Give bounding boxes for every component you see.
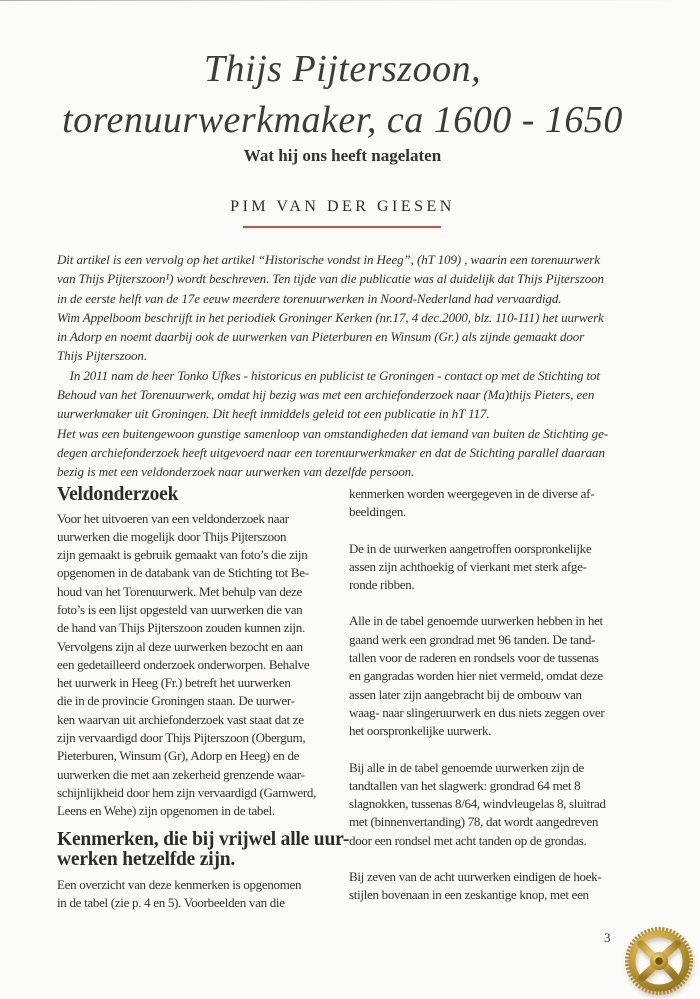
text-line: opgenomen in de databank van de Stichting tot Be-: [57, 565, 309, 581]
text-line: uurwerken die met aan zekerheid grenzende waar-: [57, 766, 305, 782]
section-heading-kenmerken: [57, 828, 350, 871]
text-line: slagnokken, tussenas 8/64, windvleugelas 8, sluitrad: [349, 796, 606, 812]
gear-icon: [624, 926, 694, 996]
text-line: Bij alle in de tabel genoemde uurwerken zijn de: [349, 759, 584, 775]
text-line: Kenmerken, die bij vrijwel alle uur-: [57, 828, 350, 850]
scan-edge-artifact: [0, 0, 700, 1]
text-line: Leens en Wehe) zijn opgenomen in de tabel.: [57, 803, 275, 819]
text-line: tandtallen van het slagwerk: grondrad 64 met 8: [349, 777, 581, 793]
article-subtitle: Wat hij ons heeft nagelaten: [243, 146, 442, 165]
text-line: Bij zeven van de acht uurwerken eindigen de hoek-: [349, 869, 602, 885]
left-column: [57, 484, 350, 912]
text-line: zijn vervaardigd door Thijs Pijterszoon (Obergum,: [57, 730, 306, 746]
text-line: van Thijs Pijterszoon¹) wordt beschreven. Ten tijde van die publicatie was al duidelijk dat Thijs Pijterszoon: [57, 271, 604, 287]
paragraph: [349, 485, 640, 522]
text-line: Een overzicht van deze kenmerken is opgenomen: [57, 876, 302, 892]
text-line: de hand van Thijs Pijterszoon zouden kunnen zijn.: [57, 620, 305, 636]
text-line: Behoud van het Torenuurwerk, omdat hij bezig was met een archiefonderzoek naar (Ma)thijs Pieters, een: [57, 387, 595, 403]
text-line: In 2011 nam de heer Tonko Ufkes - historicus en publicist te Groningen - contact op met de Stichting tot: [57, 367, 600, 383]
text-line: schijnlijkheid door hem zijn vervaardigd (Garnwerd,: [57, 784, 317, 800]
text-line: uurwerkmaker uit Groningen. Dit heeft inmiddels geleid tot een publicatie in hT 117.: [57, 406, 490, 422]
author-divider-rule: [243, 226, 441, 228]
text-line: ronde ribben.: [349, 577, 415, 593]
text-line: het uurwerk in Heeg (Fr.) betreft het uurwerken: [57, 675, 291, 691]
text-line: met (binnenvertanding) 78, dat wordt aangedreven: [349, 814, 599, 830]
text-line: assen later zijn aangebracht bij de ombouw van: [349, 686, 582, 702]
text-line: tallen voor de raderen en rondsels voor de tussenas: [349, 650, 599, 666]
text-line: stijlen bovenaan in een zeskantige knop, met een: [349, 887, 589, 903]
text-line: ken waarvan uit archiefonderzoek vast staat dat ze: [57, 711, 304, 727]
text-line: houd van het Torenuurwerk. Met behulp van deze: [57, 583, 302, 599]
text-line: Vervolgens zijn al deze uurwerken bezocht en aan: [57, 638, 303, 654]
section-heading-veldonderzoek: Veldonderzoek: [57, 484, 179, 505]
text-line: Pieterburen, Winsum (Gr), Adorp en Heeg) en de: [57, 748, 300, 764]
text-line: uurwerken die mogelijk door Thijs Pijterszoon: [57, 528, 287, 544]
text-line: door een rondsel met acht tanden op de grondas.: [349, 832, 587, 848]
text-line: en gangradas worden hier niet vermeld, omdat deze: [349, 668, 603, 684]
article-title-line2: torenuurwerkmaker, ca 1600 - 1650: [62, 99, 623, 141]
paragraph: [349, 868, 640, 905]
text-line: die in de provincie Groningen staan. De uurwer-: [57, 693, 295, 709]
text-line: een gedetailleerd onderzoek onderworpen. Behalve: [57, 656, 310, 672]
text-line: werken hetzelfde zijn.: [57, 849, 236, 871]
text-line: Voor het uitvoeren van een veldonderzoek naar: [57, 510, 289, 526]
left-column-paragraph-2: [57, 876, 345, 913]
right-column: [349, 485, 640, 905]
author-byline: PIM VAN DER GIESEN: [230, 198, 455, 215]
paragraph: [349, 612, 640, 740]
text-line: in de eerste helft van de 17e eeuw meerdere torenuurwerken in Noord-Nederland had vervaardigd.: [57, 290, 562, 306]
text-line: waag- naar slingeruurwerk en dus niets zeggen over: [349, 704, 605, 720]
text-line: gaand werk een grondrad met 96 tanden. De tand-: [349, 631, 596, 647]
text-line: Thijs Pijterszoon.: [57, 348, 147, 364]
text-line: foto’s is een lijst opgesteld van uurwerken die van: [57, 601, 303, 617]
text-line: Wim Appelboom beschrijft in het periodiek Groninger Kerken (nr.17, 4 dec.2000, blz. 110-111) het uurwerk: [57, 309, 604, 325]
paragraph: [349, 540, 640, 595]
article-title-line1: Thijs Pijterszoon,: [203, 48, 482, 90]
text-line: De in de uurwerken aangetroffen oorspronkelijke: [349, 540, 592, 556]
text-line: Dit artikel is een vervolg op het artikel “Historische vondst in Heeg”, (hT 109) , waarin een torenuurwerk: [57, 252, 600, 267]
article-title: [57, 44, 628, 146]
text-line: het oorspronkelijke uurwerk.: [349, 723, 492, 739]
text-line: assen zijn achthoekig of vierkant met sterk afge-: [349, 558, 587, 574]
text-line: in de tabel (zie p. 4 en 5). Voorbeelden van die: [57, 894, 285, 910]
left-column-paragraph-1: [57, 510, 345, 821]
text-line: zijn gemaakt is gebruik gemaakt van foto’s die zijn: [57, 547, 308, 563]
intro-paragraph: [57, 250, 637, 482]
text-line: in Adorp en noemt daarbij ook de uurwerken van Pieterburen en Winsum (Gr.) als zijnde gemaakt door: [57, 329, 585, 345]
text-line: degen archiefonderzoek heeft uitgevoerd naar een torenuurwerkmaker en dat de Stichting parallel daaraan: [57, 444, 605, 460]
text-line: bezig is met een veldonderzoek naar uurwerken van dezelfde persoon.: [57, 464, 415, 480]
paragraph: [349, 759, 640, 850]
text-line: Het was een buitengewoon gunstige samenloop van omstandigheden dat iemand van buiten de Stichting ge-: [57, 425, 608, 441]
page-number: 3: [604, 930, 611, 945]
text-line: Alle in de tabel genoemde uurwerken hebben in het: [349, 613, 603, 629]
text-line: kenmerken worden weergegeven in de diverse af-: [349, 486, 595, 501]
text-line: beeldingen.: [349, 504, 406, 520]
